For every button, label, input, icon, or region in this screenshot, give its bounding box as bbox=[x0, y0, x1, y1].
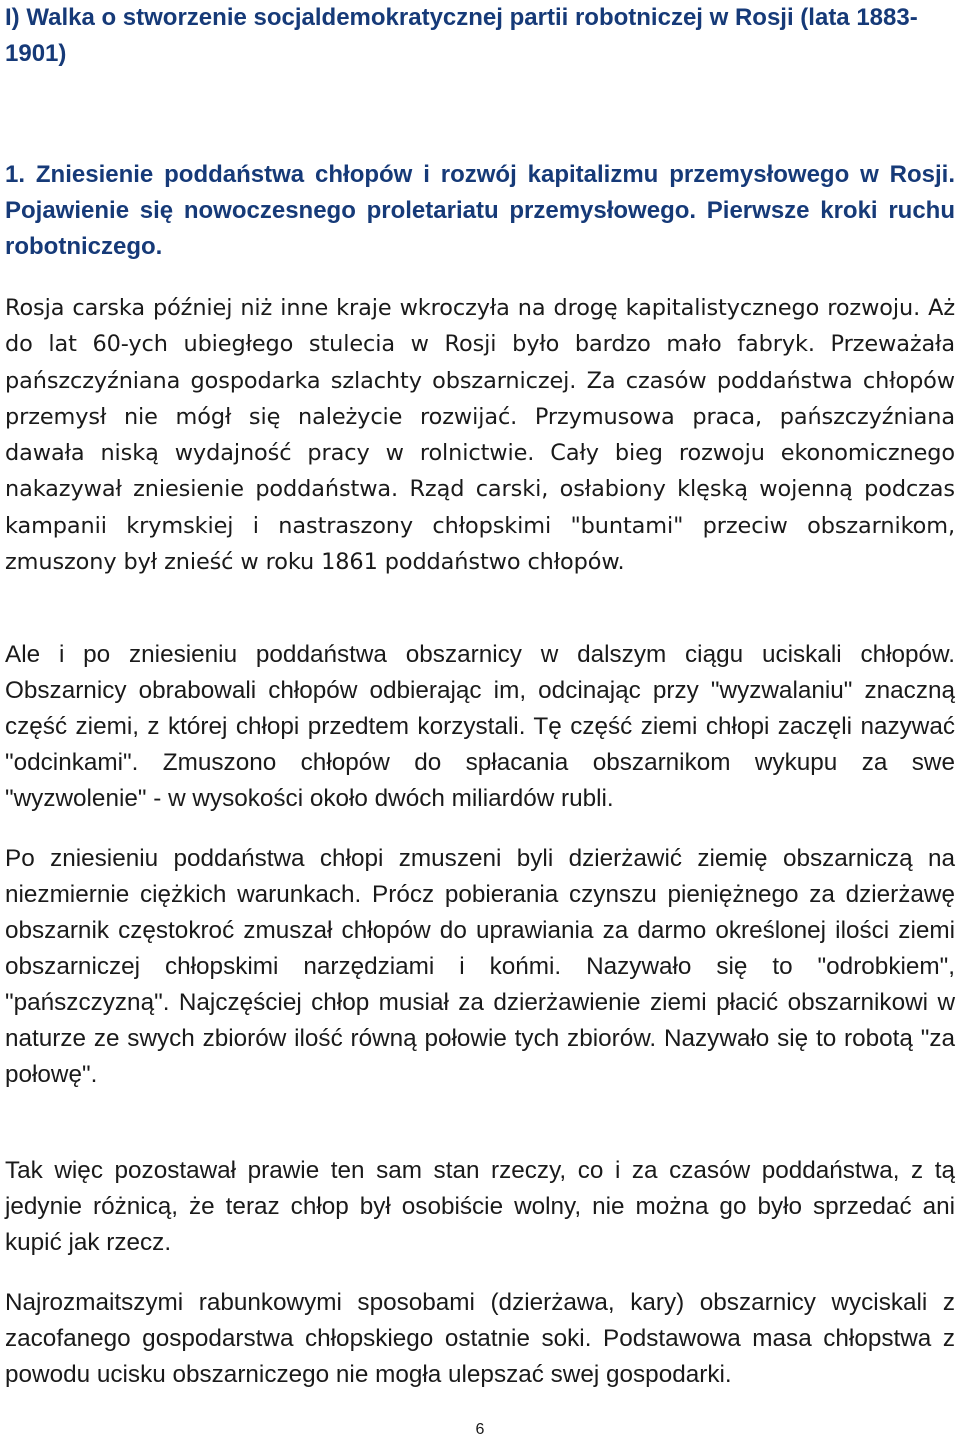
document-title: I) Walka o stworzenie socjaldemokratycznej partii robotniczej w Rosji (lata 1883-1901) bbox=[5, 4, 918, 67]
paragraph-4: Tak więc pozostawał prawie ten sam stan rzeczy, co i za czasów poddaństwa, z tą jedynie różnicą, że teraz chłop był osobiście wolny, nie można go było sprzedać ani kupić jak rzecz. bbox=[5, 1157, 955, 1256]
paragraph-2: Ale i po zniesieniu poddaństwa obszarnicy w dalszym ciągu uciskali chłopów. Obszarnicy obrabowali chłopów odbierając im, odcinając przy "wyzwalaniu" znaczną część ziemi, z której chłopi przedtem korzystali. Tę część ziemi chłopi zaczęli nazywać "odcinkami". Zmuszono chłopów do spłacania obszarnikom wykupu za swe "wyzwolenie" - w wysokości około dwóch miliardów rubli. bbox=[5, 641, 955, 812]
paragraph-5: Najrozmaitszymi rabunkowymi sposobami (dzierżawa, kary) obszarnicy wyciskali z zacofanego gospodarstwa chłopskiego ostatnie soki. Podstawowa masa chłopstwa z powodu ucisku obszarniczego nie mogła ulepszać swej gospodarki. bbox=[5, 1289, 955, 1388]
page-number: 6 bbox=[475, 1421, 485, 1438]
section-heading: 1. Zniesienie poddaństwa chłopów i rozwój kapitalizmu przemysłowego w Rosji. Pojawienie się nowoczesnego proletariatu przemysłowego. Pierwsze kroki ruchu robotniczego. bbox=[5, 161, 955, 260]
paragraph-1: Rosja carska później niż inne kraje wkroczyła na drogę kapitalistycznego rozwoju. Aż do lat 60-ych ubiegłego stulecia w Rosji było bardzo mało fabryk. Przeważała pańszczyźniana gospodarka szlachty obszarniczej. Za czasów poddaństwa chłopów przemysł nie mógł się należycie rozwijać. Przymusowa praca, pańszczyźniana dawała niską wydajność pracy w rolnictwie. Cały bieg rozwoju ekonomicznego nakazywał zniesienie poddaństwa. Rząd carski, osłabiony klęską wojenną podczas kampanii krymskiej i nastraszony chłopskimi "buntami" przeciw obszarnikom, zmuszony był znieść w roku 1861 poddaństwo chłopów. bbox=[5, 295, 955, 576]
paragraph-3: Po zniesieniu poddaństwa chłopi zmuszeni byli dzierżawić ziemię obszarniczą na niezmiernie ciężkich warunkach. Prócz pobierania czynszu pieniężnego za dzierżawę obszarnik częstokroć zmuszał chłopów do uprawiania za darmo określonej ilości ziemi obszarniczej chłopskimi narzędziami i końmi. Nazywało się to "odrobkiem", "pańszczyzną". Najczęściej chłop musiał za dzierżawienie ziemi płacić obszarnikowi w naturze ze swych zbiorów ilość równą połowie tych zbiorów. Nazywało się to robotą "za połowę". bbox=[5, 845, 955, 1088]
